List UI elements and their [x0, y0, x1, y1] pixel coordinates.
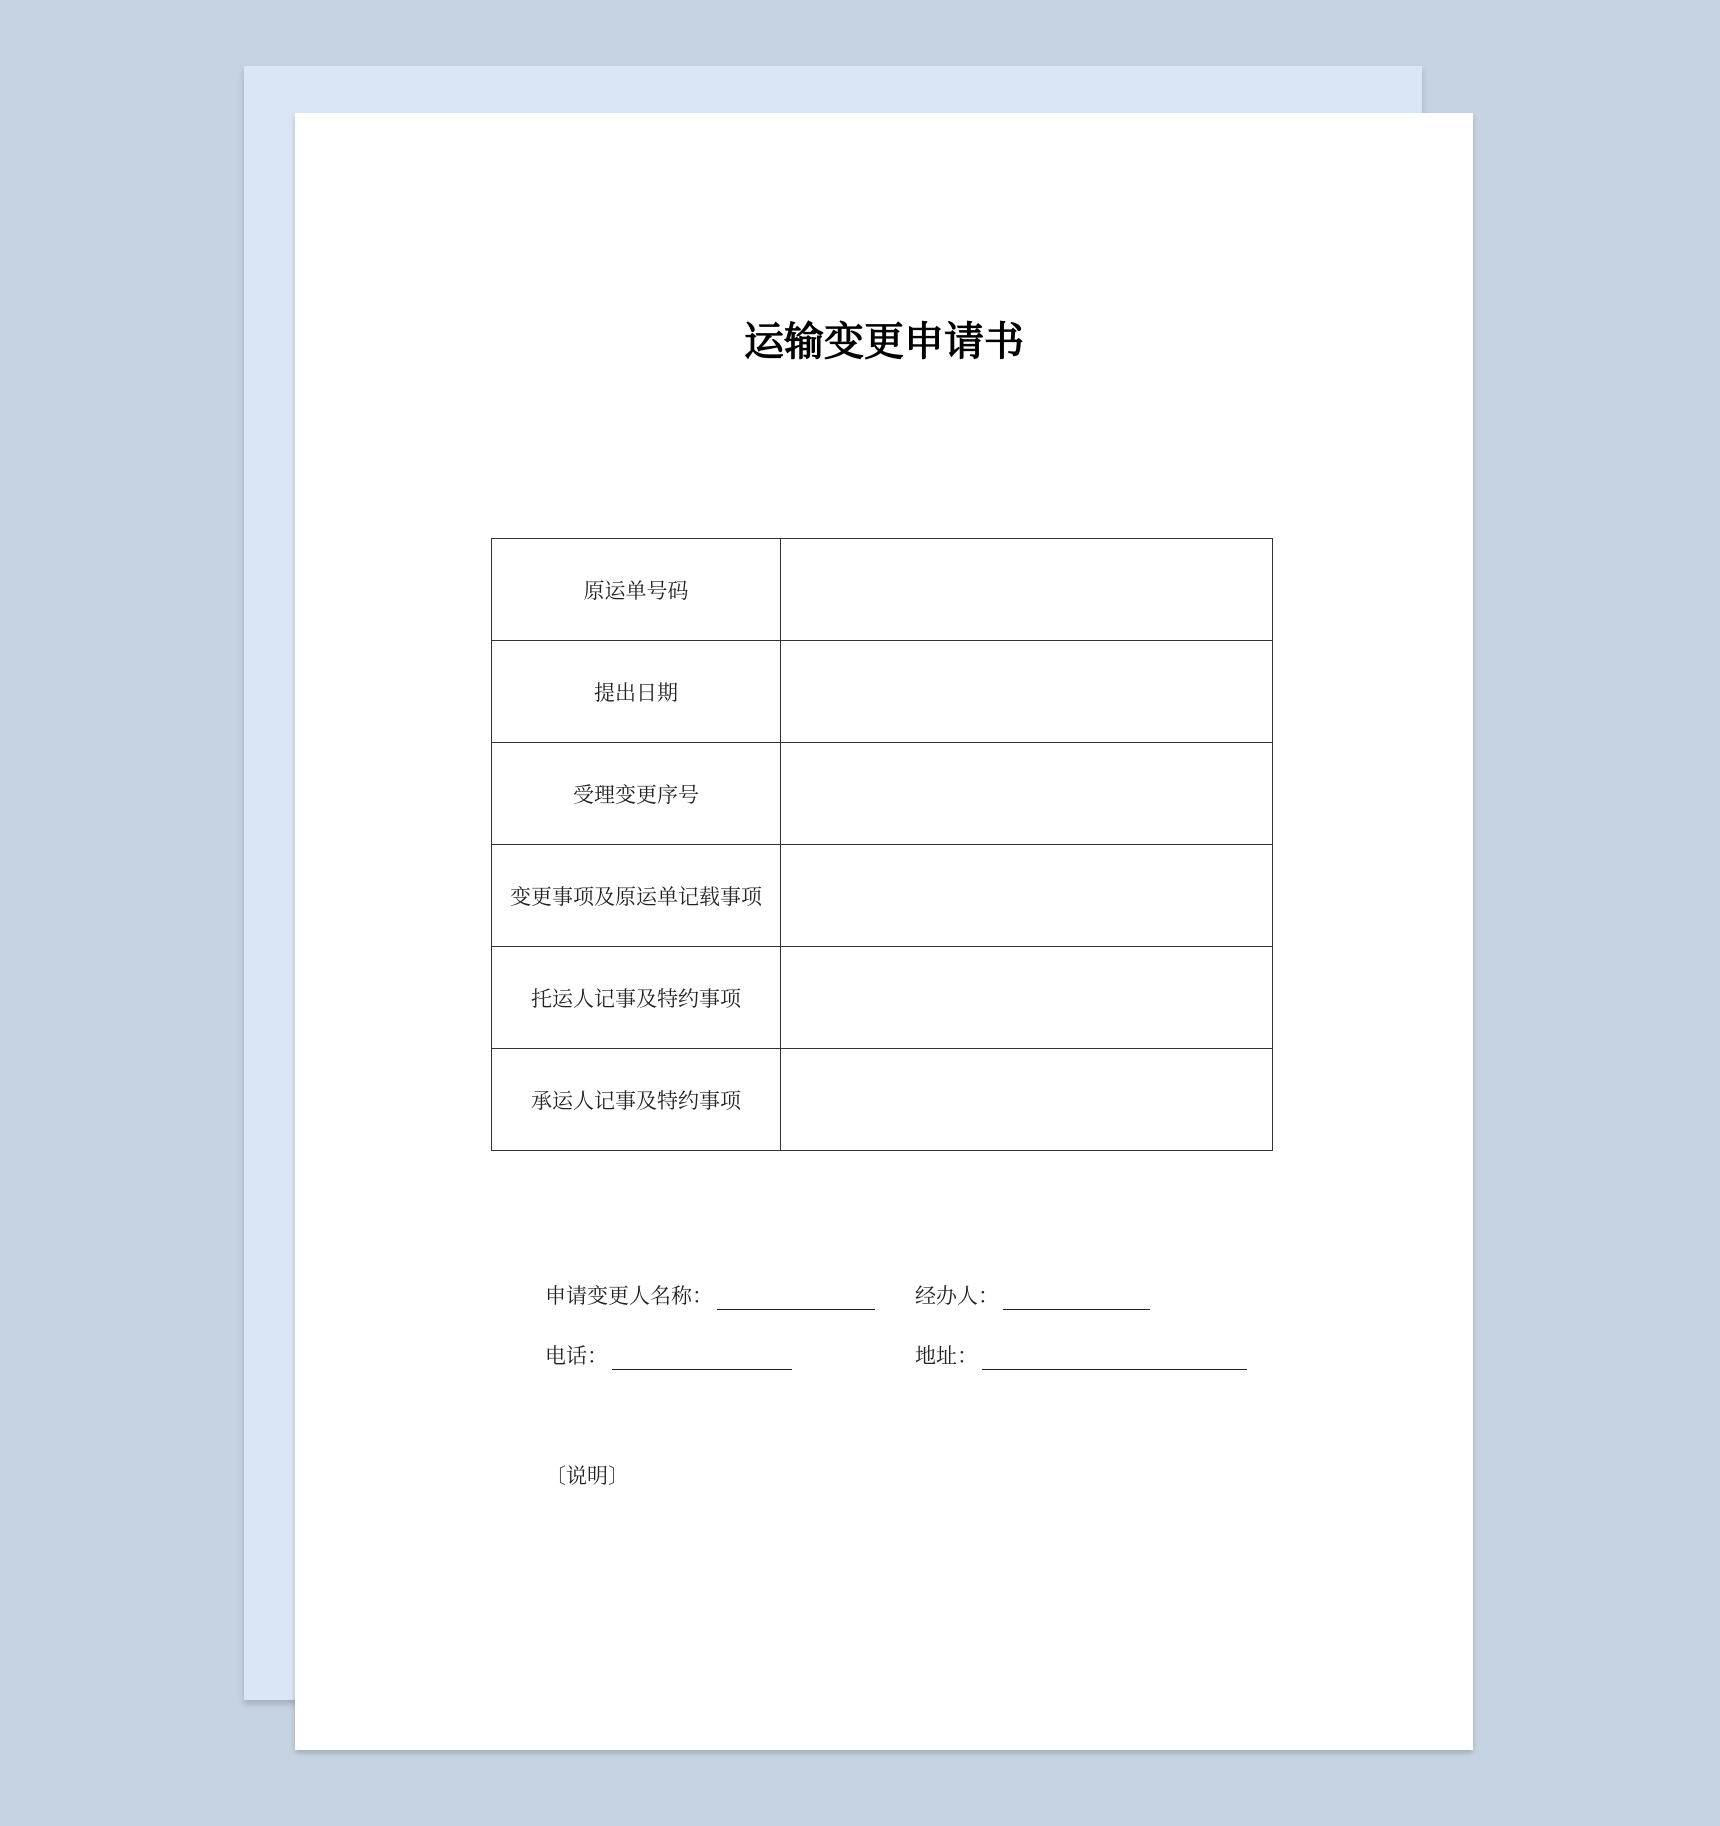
row-value-cell[interactable] — [781, 641, 1273, 743]
row-value-cell[interactable] — [781, 539, 1273, 641]
phone-blank[interactable] — [612, 1347, 792, 1370]
applicant-line — [545, 1280, 875, 1310]
table-row — [492, 845, 1273, 947]
handler-line — [915, 1280, 1150, 1310]
row-value-cell[interactable] — [781, 1049, 1273, 1151]
document-page — [295, 113, 1473, 1750]
table-row — [492, 539, 1273, 641]
form-table — [491, 538, 1273, 1151]
row-label: 托运人记事及特约事项 — [492, 947, 781, 1049]
document-title: 运输变更申请书 — [744, 319, 1024, 365]
row-label: 原运单号码 — [492, 539, 781, 641]
row-value-cell[interactable] — [781, 743, 1273, 845]
applicant-label: 申请变更人名称： — [545, 1284, 713, 1308]
phone-line — [545, 1340, 792, 1370]
row-label: 提出日期 — [492, 641, 781, 743]
note-text: 〔说明〕 — [545, 1464, 629, 1488]
table-row — [492, 743, 1273, 845]
row-value-cell[interactable] — [781, 947, 1273, 1049]
address-blank[interactable] — [982, 1347, 1247, 1370]
row-label: 承运人记事及特约事项 — [492, 1049, 781, 1151]
row-label: 受理变更序号 — [492, 743, 781, 845]
handler-blank[interactable] — [1003, 1287, 1150, 1310]
table-row — [492, 1049, 1273, 1151]
row-value-cell[interactable] — [781, 845, 1273, 947]
table-row — [492, 641, 1273, 743]
phone-label: 电话： — [545, 1344, 608, 1368]
handler-label: 经办人： — [915, 1284, 999, 1308]
address-label: 地址： — [915, 1344, 978, 1368]
table-row — [492, 947, 1273, 1049]
address-line — [915, 1340, 1247, 1370]
applicant-blank[interactable] — [717, 1287, 875, 1310]
row-label: 变更事项及原运单记载事项 — [492, 845, 781, 947]
